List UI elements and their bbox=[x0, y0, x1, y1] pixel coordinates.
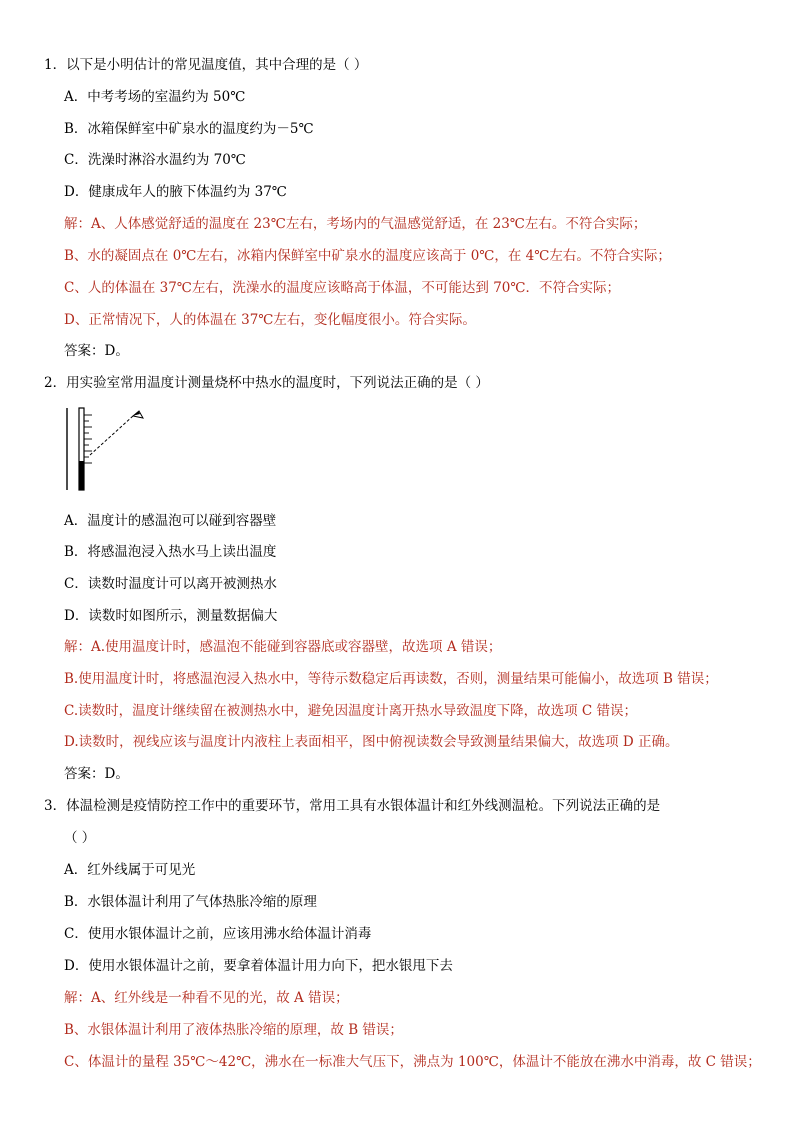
q1-solution-line: D、正常情况下，人的体温在 37℃左右，变化幅度很小。符合实际。 bbox=[64, 312, 476, 328]
q2-solution-line: C.读数时，温度计继续留在被测热水中，避免因温度计离开热水导致温度下降，故选项 C 错误； bbox=[64, 703, 638, 719]
q3-option-b: B．水银体温计利用了气体热胀冷缩的原理 bbox=[64, 894, 317, 910]
q2-stem: 2．用实验室常用温度计测量烧杯中热水的温度时，下列说法正确的是（ ） bbox=[44, 375, 489, 391]
q1-solution-line: 解：A、人体感觉舒适的温度在 23℃左右，考场内的气温感觉舒适，在 23℃左右。不符合实际； bbox=[64, 216, 647, 232]
liquid-column bbox=[80, 461, 84, 490]
q3-solution-line: 解：A、红外线是一种看不见的光，故 A 错误； bbox=[64, 990, 349, 1006]
q3-solution-line: B、水银体温计利用了液体热胀冷缩的原理，故 B 错误； bbox=[64, 1022, 403, 1038]
q1-option-c: C．洗澡时淋浴水温约为 70℃ bbox=[64, 152, 246, 168]
sight-line bbox=[90, 416, 133, 455]
q1-option-a: A．中考考场的室温约为 50℃ bbox=[64, 89, 246, 105]
q3-stem-blank: （ ） bbox=[64, 830, 96, 846]
q3-option-a: A．红外线属于可见光 bbox=[64, 862, 196, 878]
q1-solution-line: B、水的凝固点在 0℃左右，冰箱内保鲜室中矿泉水的温度应该高于 0℃，在 4℃左右。不符合实际； bbox=[64, 248, 671, 264]
q2-answer: 答案：D。 bbox=[64, 766, 129, 782]
q2-solution-line: D.读数时，视线应该与温度计内液柱上表面相平，图中俯视读数会导致测量结果偏大，故选项 D 正确。 bbox=[64, 734, 679, 750]
q2-option-a: A．温度计的感温泡可以碰到容器壁 bbox=[64, 513, 277, 529]
q3-option-c: C．使用水银体温计之前，应该用沸水给体温计消毒 bbox=[64, 926, 372, 942]
q3-solution-line: C、体温计的量程 35℃～42℃，沸水在一标准大气压下，沸点为 100℃，体温计不能放在沸水中消毒，故 C 错误； bbox=[64, 1054, 761, 1070]
q2-option-d: D．读数时如图所示，测量数据偏大 bbox=[64, 608, 278, 624]
q1-solution-line: C、人的体温在 37℃左右，洗澡水的温度应该略高于体温，不可能达到 70℃．不符合实际； bbox=[64, 280, 620, 296]
q3-option-d: D．使用水银体温计之前，要拿着体温计用力向下，把水银甩下去 bbox=[64, 958, 453, 974]
q3-stem: 3．体温检测是疫情防控工作中的重要环节，常用工具有水银体温计和红外线测温枪。下列说法正确的是 bbox=[44, 798, 661, 814]
q1-stem: 1．以下是小明估计的常见温度值，其中合理的是（ ） bbox=[44, 57, 368, 73]
q1-option-d: D．健康成年人的腋下体温约为 37℃ bbox=[64, 184, 287, 200]
scale-ticks bbox=[84, 415, 92, 463]
q2-option-c: C．读数时温度计可以离开被测热水 bbox=[64, 576, 277, 592]
q1-option-b: B．冰箱保鲜室中矿泉水的温度约为－5℃ bbox=[64, 121, 314, 137]
q2-solution-line: B.使用温度计时，将感温泡浸入热水中，等待示数稳定后再读数，否则，测量结果可能偏小，故选项 B 错误； bbox=[64, 671, 718, 687]
q2-solution-line: 解：A.使用温度计时，感温泡不能碰到容器底或容器壁，故选项 A 错误； bbox=[64, 639, 502, 655]
thermometer-reading-figure bbox=[62, 405, 162, 495]
q2-option-b: B．将感温泡浸入热水马上读出温度 bbox=[64, 544, 277, 560]
q1-answer: 答案：D。 bbox=[64, 343, 129, 359]
